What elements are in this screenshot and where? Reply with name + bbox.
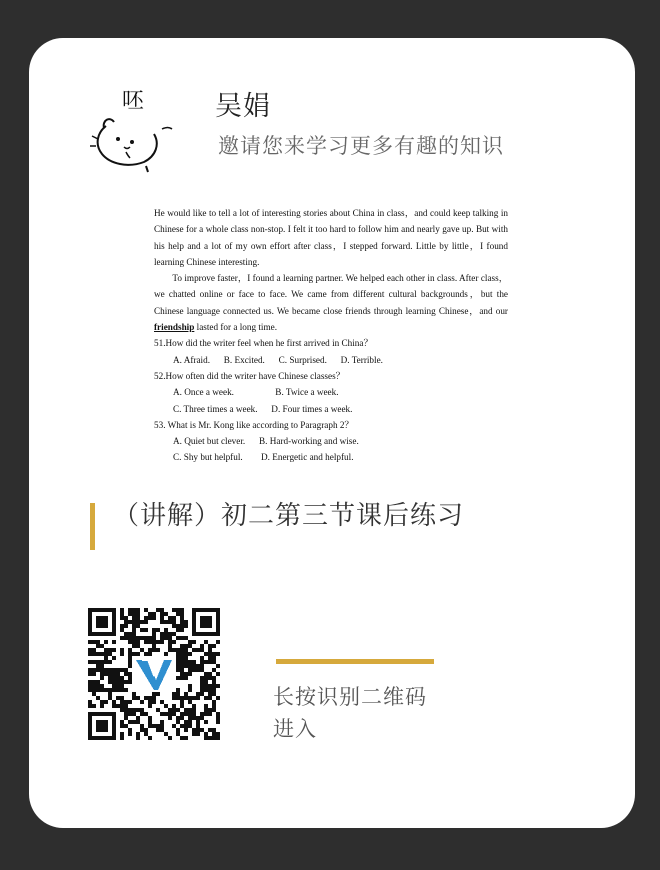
question-53-options: C. Shy but helpful. D. Energetic and helpful. <box>173 452 354 463</box>
qr-hint <box>273 681 427 745</box>
question-52-options: C. Three times a week. D. Four times a week. <box>173 403 353 414</box>
passage-paragraph: To improve faster，I found a learning partner. We helped each other in class. After class，we chatted online or face to face. We came from different cultural backgrounds，but the Chinese language connected us. We became close friends through learning Chinese，and our friendship lasted for a long time. <box>154 273 508 333</box>
question-51-options: A. Afraid. B. Excited. C. Surprised. D. Terrible. <box>173 354 383 365</box>
lesson-title: （讲解）初二第三节课后练习 <box>113 501 465 531</box>
question-53: 53. What is Mr. Kong like according to Paragraph 2？ <box>154 419 354 430</box>
user-name: 吴娟 <box>215 91 271 122</box>
avatar-caption: 呸 <box>122 89 145 114</box>
question-52: 52.How often did the writer have Chinese classes？ <box>154 370 345 381</box>
highlighted-word: friendship <box>154 322 195 333</box>
avatar <box>84 84 184 174</box>
question-51: 51.How did the writer feel when he first arrived in China？ <box>154 338 373 349</box>
qr-code[interactable] <box>88 608 220 740</box>
title-accent-bar <box>90 503 95 550</box>
question-53-options: A. Quiet but clever. B. Hard-working and wise. <box>173 436 359 447</box>
invite-text: 邀请您来学习更多有趣的知识 <box>218 134 504 158</box>
passage-paragraph: He would like to tell a lot of interesting stories about China in class，and could keep talking in Chinese for a whole class non-stop. I felt it too hard to follow him and nearly gave up. But with his help and a lot of my own effort after class，I stepped forward. Little by little，I found learning Chinese interesting. <box>154 208 508 267</box>
accent-divider <box>276 659 434 664</box>
question-52-options: A. Once a week. B. Twice a week. <box>173 387 339 398</box>
qr-hint-line2: 进入 <box>273 717 317 741</box>
qr-hint-line1: 长按识别二维码 <box>273 685 427 709</box>
exercise-document <box>154 205 508 466</box>
